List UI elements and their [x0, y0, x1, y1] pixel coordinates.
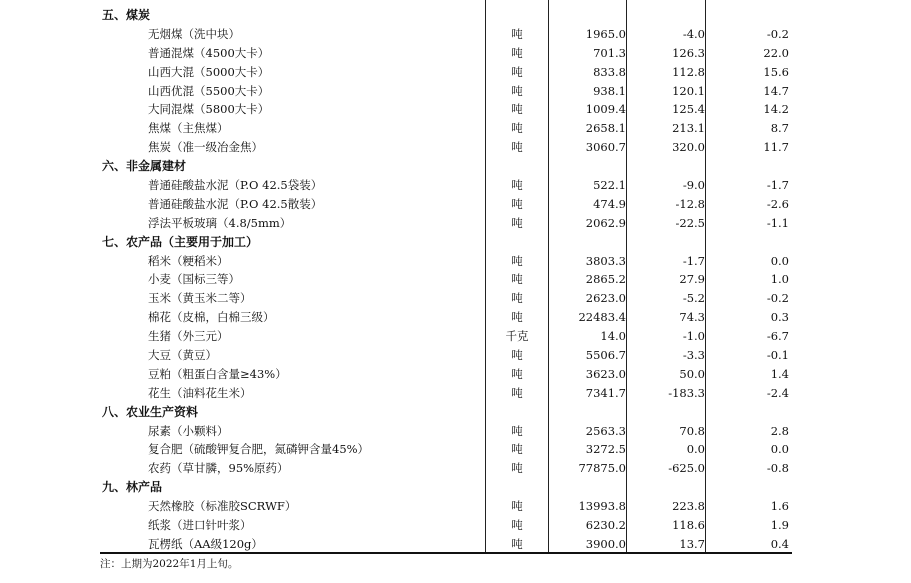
- price-cell: 13993.8: [578, 499, 626, 514]
- table-row: [100, 440, 792, 459]
- unit-cell: 吨: [511, 45, 523, 60]
- change-cell: 320.0: [672, 140, 705, 155]
- unit-cell: 千克: [505, 329, 529, 344]
- table-row: [100, 365, 792, 384]
- percent-change-cell: 1.4: [770, 366, 789, 381]
- table-row: [100, 100, 792, 119]
- percent-change-cell: 22.0: [763, 45, 789, 60]
- item-name: 焦煤（主焦煤）: [148, 121, 229, 136]
- percent-change-cell: -2.4: [766, 385, 789, 400]
- percent-change-cell: 15.6: [763, 64, 789, 79]
- price-cell: 2865.2: [585, 272, 626, 287]
- change-cell: -12.8: [675, 196, 705, 211]
- price-cell: 7341.7: [585, 385, 626, 400]
- table-row: [100, 535, 792, 554]
- price-cell: 1009.4: [585, 102, 626, 117]
- table-body: [100, 6, 792, 554]
- item-name: 农药（草甘膦，95%原药）: [148, 461, 289, 476]
- unit-cell: 吨: [511, 64, 523, 79]
- change-cell: 13.7: [679, 536, 705, 551]
- percent-change-cell: 14.2: [763, 102, 789, 117]
- percent-change-cell: 0.0: [770, 442, 789, 457]
- table-row: [100, 44, 792, 63]
- price-cell: 938.1: [593, 83, 626, 98]
- item-name: 大同混煤（5800大卡）: [148, 102, 270, 117]
- percent-change-cell: 1.6: [770, 499, 789, 514]
- change-cell: 125.4: [672, 102, 705, 117]
- item-name: 玉米（黄玉米二等）: [148, 291, 252, 306]
- change-cell: 50.0: [679, 366, 705, 381]
- section-title: 九、林产品: [102, 480, 163, 495]
- change-cell: -9.0: [682, 178, 705, 193]
- price-cell: 3900.0: [585, 536, 626, 551]
- section-title: 七、农产品（主要用于加工）: [102, 234, 259, 249]
- item-name: 花生（油料花生米）: [148, 385, 252, 400]
- price-cell: 5506.7: [585, 348, 626, 363]
- change-cell: 0.0: [686, 442, 705, 457]
- unit-cell: 吨: [511, 272, 523, 287]
- price-cell: 474.9: [593, 196, 626, 211]
- table-row: [100, 289, 792, 308]
- change-cell: 112.8: [672, 64, 705, 79]
- table-row: [100, 459, 792, 478]
- unit-cell: 吨: [511, 518, 523, 533]
- section-row: [100, 478, 792, 497]
- percent-change-cell: 1.9: [770, 518, 789, 533]
- table-row: [100, 195, 792, 214]
- item-name: 无烟煤（洗中块）: [148, 26, 240, 41]
- unit-cell: 吨: [511, 140, 523, 155]
- price-cell: 3060.7: [585, 140, 626, 155]
- price-cell: 3272.5: [585, 442, 626, 457]
- change-cell: -5.2: [682, 291, 705, 306]
- table-footnote: 注：上期为2022年1月上旬。: [100, 558, 239, 570]
- change-cell: -1.0: [682, 329, 705, 344]
- price-cell: 6230.2: [585, 518, 626, 533]
- table-row: [100, 422, 792, 441]
- percent-change-cell: -2.6: [766, 196, 789, 211]
- table-row: [100, 138, 792, 157]
- table-row: [100, 252, 792, 271]
- item-name: 小麦（国标三等）: [148, 272, 240, 287]
- price-cell: 22483.4: [578, 310, 626, 325]
- price-cell: 77875.0: [578, 461, 626, 476]
- percent-change-cell: 0.3: [770, 310, 789, 325]
- unit-cell: 吨: [511, 536, 523, 551]
- item-name: 豆粕（粗蛋白含量≥43%）: [148, 366, 287, 381]
- table-row: [100, 384, 792, 403]
- unit-cell: 吨: [511, 83, 523, 98]
- price-cell: 701.3: [593, 45, 626, 60]
- price-cell: 14.0: [600, 329, 626, 344]
- table-row: [100, 270, 792, 289]
- table-row: [100, 214, 792, 233]
- item-name: 天然橡胶（标准胶SCRWF）: [148, 499, 297, 514]
- price-cell: 833.8: [593, 64, 626, 79]
- table-bottom-rule: [100, 552, 792, 554]
- change-cell: 118.6: [672, 518, 705, 533]
- item-name: 普通混煤（4500大卡）: [148, 45, 270, 60]
- unit-cell: 吨: [511, 348, 523, 363]
- change-cell: 213.1: [672, 121, 705, 136]
- price-cell: 3623.0: [585, 366, 626, 381]
- item-name: 山西大混（5000大卡）: [148, 64, 270, 79]
- change-cell: 120.1: [672, 83, 705, 98]
- unit-cell: 吨: [511, 178, 523, 193]
- table-row: [100, 327, 792, 346]
- price-cell: 2563.3: [585, 423, 626, 438]
- percent-change-cell: -6.7: [766, 329, 789, 344]
- unit-cell: 吨: [511, 196, 523, 211]
- price-cell: 1965.0: [585, 26, 626, 41]
- item-name: 纸浆（进口针叶浆）: [148, 518, 252, 533]
- section-title: 八、农业生产资料: [102, 404, 199, 419]
- price-cell: 3803.3: [585, 253, 626, 268]
- percent-change-cell: -0.1: [766, 348, 789, 363]
- item-name: 棉花（皮棉，白棉三级）: [148, 310, 275, 325]
- change-cell: -3.3: [682, 348, 705, 363]
- table-row: [100, 25, 792, 44]
- section-row: [100, 6, 792, 25]
- percent-change-cell: -0.8: [766, 461, 789, 476]
- table-row: [100, 82, 792, 101]
- section-row: [100, 233, 792, 252]
- percent-change-cell: 14.7: [763, 83, 789, 98]
- item-name: 生猪（外三元）: [148, 329, 229, 344]
- table-row: [100, 63, 792, 82]
- item-name: 普通硅酸盐水泥（P.O 42.5散装）: [148, 196, 323, 211]
- unit-cell: 吨: [511, 423, 523, 438]
- item-name: 尿素（小颗料）: [148, 423, 229, 438]
- unit-cell: 吨: [511, 385, 523, 400]
- unit-cell: 吨: [511, 461, 523, 476]
- change-cell: -22.5: [675, 215, 705, 230]
- percent-change-cell: -0.2: [766, 291, 789, 306]
- table-row: [100, 497, 792, 516]
- price-cell: 522.1: [593, 178, 626, 193]
- item-name: 复合肥（硫酸钾复合肥，氮磷钾含量45%）: [148, 442, 370, 457]
- percent-change-cell: -1.7: [766, 178, 789, 193]
- item-name: 瓦楞纸（AA级120g）: [148, 536, 263, 551]
- table-row: [100, 346, 792, 365]
- item-name: 大豆（黄豆）: [148, 348, 217, 363]
- item-name: 浮法平板玻璃（4.8/5mm）: [148, 215, 292, 230]
- section-row: [100, 157, 792, 176]
- percent-change-cell: 0.4: [770, 536, 789, 551]
- item-name: 普通硅酸盐水泥（P.O 42.5袋装）: [148, 178, 323, 193]
- change-cell: -1.7: [682, 253, 705, 268]
- section-title: 五、煤炭: [102, 8, 151, 22]
- percent-change-cell: 11.7: [763, 140, 789, 155]
- unit-cell: 吨: [511, 499, 523, 514]
- table-row: [100, 308, 792, 327]
- item-name: 焦炭（准一级冶金焦）: [148, 140, 263, 155]
- change-cell: 70.8: [679, 423, 705, 438]
- unit-cell: 吨: [511, 291, 523, 306]
- percent-change-cell: 1.0: [770, 272, 789, 287]
- table-row: [100, 516, 792, 535]
- price-cell: 2623.0: [585, 291, 626, 306]
- percent-change-cell: 0.0: [770, 253, 789, 268]
- change-cell: -4.0: [682, 26, 705, 41]
- item-name: 山西优混（5500大卡）: [148, 83, 270, 98]
- percent-change-cell: 2.8: [770, 423, 789, 438]
- table-row: [100, 119, 792, 138]
- unit-cell: 吨: [511, 215, 523, 230]
- change-cell: 126.3: [672, 45, 705, 60]
- change-cell: -625.0: [668, 461, 705, 476]
- change-cell: 223.8: [672, 499, 705, 514]
- unit-cell: 吨: [511, 102, 523, 117]
- percent-change-cell: 8.7: [770, 121, 789, 136]
- change-cell: 74.3: [679, 310, 705, 325]
- percent-change-cell: -1.1: [766, 215, 789, 230]
- unit-cell: 吨: [511, 26, 523, 41]
- item-name: 稻米（粳稻米）: [148, 253, 229, 268]
- price-cell: 2658.1: [585, 121, 626, 136]
- table-row: [100, 176, 792, 195]
- section-row: [100, 403, 792, 422]
- unit-cell: 吨: [511, 442, 523, 457]
- unit-cell: 吨: [511, 366, 523, 381]
- section-title: 六、非金属建材: [102, 159, 187, 174]
- change-cell: 27.9: [679, 272, 705, 287]
- unit-cell: 吨: [511, 121, 523, 136]
- price-cell: 2062.9: [585, 215, 626, 230]
- percent-change-cell: -0.2: [766, 26, 789, 41]
- change-cell: -183.3: [668, 385, 705, 400]
- unit-cell: 吨: [511, 310, 523, 325]
- unit-cell: 吨: [511, 253, 523, 268]
